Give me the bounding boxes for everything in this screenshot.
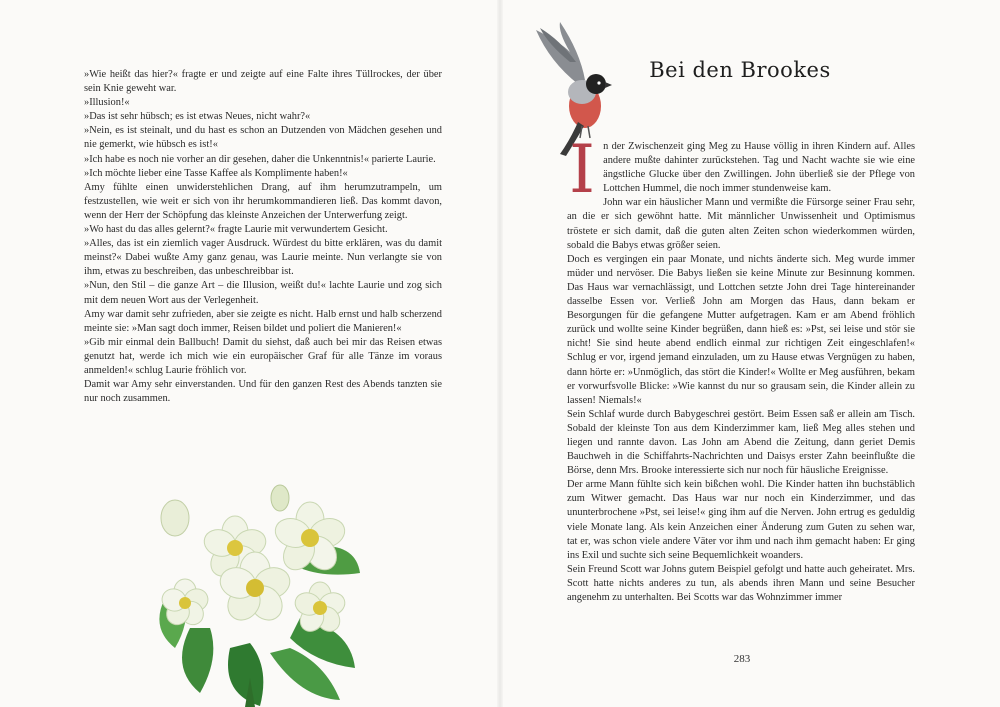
flowers <box>159 485 348 636</box>
paragraph: »Das ist sehr hübsch; es ist etwas Neues, nicht wahr?« <box>84 111 311 123</box>
first-paragraph <box>567 131 915 208</box>
first-paragraph-text: n der Zwischenzeit ging Meg zu Hause völlig in ihren Kindern auf. Alles andere mußte dahinter zurückstehen. Tag und Nacht wachte sie wie eine ängstliche Glucke über den Zwillingen. John überließ sie der Pflege von Lottchen Hummel, die noch immer stundenweise kam. <box>603 141 915 195</box>
paragraph: »Nein, es ist steinalt, und du hast es schon an Dutzenden von Mädchen gesehen und nie gemerkt, wie hübsch es ist!« <box>84 125 442 151</box>
paragraph: Sein Schlaf wurde durch Babygeschrei gestört. Beim Essen saß er allein am Tisch. Sobald der kleinste Ton aus dem Kinderzimmer kam, ließ Meg alles stehen und liegen und rannte davon. Las John am Abend die Zeitung, dann geriet Demis Bauchweh in die Schiffahrts-Nachrichten und Daisys erster Zahn beeinflußte die Börse, denn Mrs. Brooke interessierte sich nur noch für häusliche Ereignisse. <box>567 408 915 477</box>
page-number: 283 <box>733 653 751 665</box>
paragraph: Damit war Amy sehr einverstanden. Und für den ganzen Rest des Abends tanzten sie nur noch zusammen. <box>84 379 442 405</box>
left-page-text <box>84 68 442 406</box>
paragraph: »Illusion!« <box>84 97 130 109</box>
paragraph: »Nun, den Stil – die ganze Art – die Illusion, weißt du!« lachte Laurie und zog sich mit dem neuen Wort aus der Verlegenheit. <box>84 280 442 306</box>
paragraph: Der arme Mann fühlte sich kein bißchen wohl. Die Kinder hatten ihn buchstäblich zum Witwer gemacht. Das Haus war nur noch ein Kinderzimmer, und das ununterbrochene »Pst, sei leise!« ging ihm auf die Nerven. John ertrug es geduldig viele Monate lang. Als kein Anzeichen einer Änderung zum Guten zu sehen war, tat er, was schon viele andere Väter vor ihm und nach ihm gemacht haben: Er ging ins Exil und suchte sich seine Bequemlichkeit woanders. <box>567 479 915 561</box>
drop-cap: I <box>569 131 596 208</box>
right-page-text <box>567 131 915 605</box>
paragraph: »Alles, das ist ein ziemlich vager Ausdruck. Würdest du bitte erklären, was du damit meinst?« Dabei wußte Amy ganz genau, was Laurie meinte. Nun verlangte sie von ihm, etwas zu beschreiben, das unbeschreibbar ist. <box>84 238 442 278</box>
paragraph: John war ein häuslicher Mann und vermißte die Fürsorge seiner Frau sehr, an die er sich gewöhnt hatte. Mit männlicher Unwissenheit und Optimismus tröstete er sich damit, daß die guten alten Zeiten schon wiederkommen würden, sobald die Babys etwas größer seien. <box>567 197 915 251</box>
paragraph: »Wo hast du das alles gelernt?« fragte Laurie mit verwundertem Gesicht. <box>84 224 388 236</box>
paragraph: Amy fühlte einen unwiderstehlichen Drang, auf ihm herumzutrampeln, um festzustellen, wie weit er sich von ihr herumkommandieren ließ. Das kommt davon, wenn der Herr der Schöpfung das kleinste Anzeichen der Unterwerfung zeigt. <box>84 181 442 221</box>
paragraph: »Ich habe es noch nie vorher an dir gesehen, daher die Unkenntnis!« parierte Laurie. <box>84 153 436 165</box>
paragraph: »Wie heißt das hier?« fragte er und zeigte auf eine Falte ihres Tüllrockes, der über sein Knie geweht war. <box>84 69 442 95</box>
hellebore-illustration <box>150 478 370 707</box>
paragraph: »Gib mir einmal dein Ballbuch! Damit du siehst, daß auch bei mir das Reisen etwas genutzt hat, werde ich mich wie ein europäischer Graf für alle Tänze im voraus anmelden!« schlug Laurie fröhlich vor. <box>84 336 442 376</box>
paragraph: Sein Freund Scott war Johns gutem Beispiel gefolgt und hatte auch geheiratet. Mrs. Scott hatte nichts anderes zu tun, als abends ihren Mann und seine Besucher angenehm zu unterhalten. Bei Scotts war das Wohnzimmer immer <box>567 563 915 603</box>
paragraph: Doch es vergingen ein paar Monate, und nichts änderte sich. Meg wurde immer müder und nervöser. Die Babys ließen sie keine Minute zur Besinnung kommen. Das Haus war vernachlässigt, und Lottchen setzte John drei Tage hintereinander dasselbe Essen vor. Verließ John am Morgen das Haus, dann bekam er Besorgungen für die gefangene Mutter aufgetragen. Kam er am Abend fröhlich zurück und wollte seine Kinder begrüßen, dann hieß es: »Pst, sei leise und stör sie nicht! Sie sind heute abend endlich einmal zur richtigen Zeit eingeschlafen!« Schlug er vor, irgend jemand einzuladen, um zu Hause etwas Vergnügen zu haben, dann hörte er: »Unmöglich, das stört die Kinder!« Wollte er Meg ausführen, bekam er vorwurfsvolle Blicke: »Wie kannst du nur so grausam sein, die Kinder allein zu lassen! Niemals!« <box>567 253 915 406</box>
paragraph: Amy war damit sehr zufrieden, aber sie zeigte es nicht. Halb ernst und halb scherzend meinte sie: »Man sagt doch immer, Reisen bildet und poliert die Manieren!« <box>84 308 442 334</box>
chapter-title: Bei den Brookes <box>649 58 831 82</box>
paragraph: »Ich möchte lieber eine Tasse Kaffee als Komplimente haben!« <box>84 167 348 179</box>
